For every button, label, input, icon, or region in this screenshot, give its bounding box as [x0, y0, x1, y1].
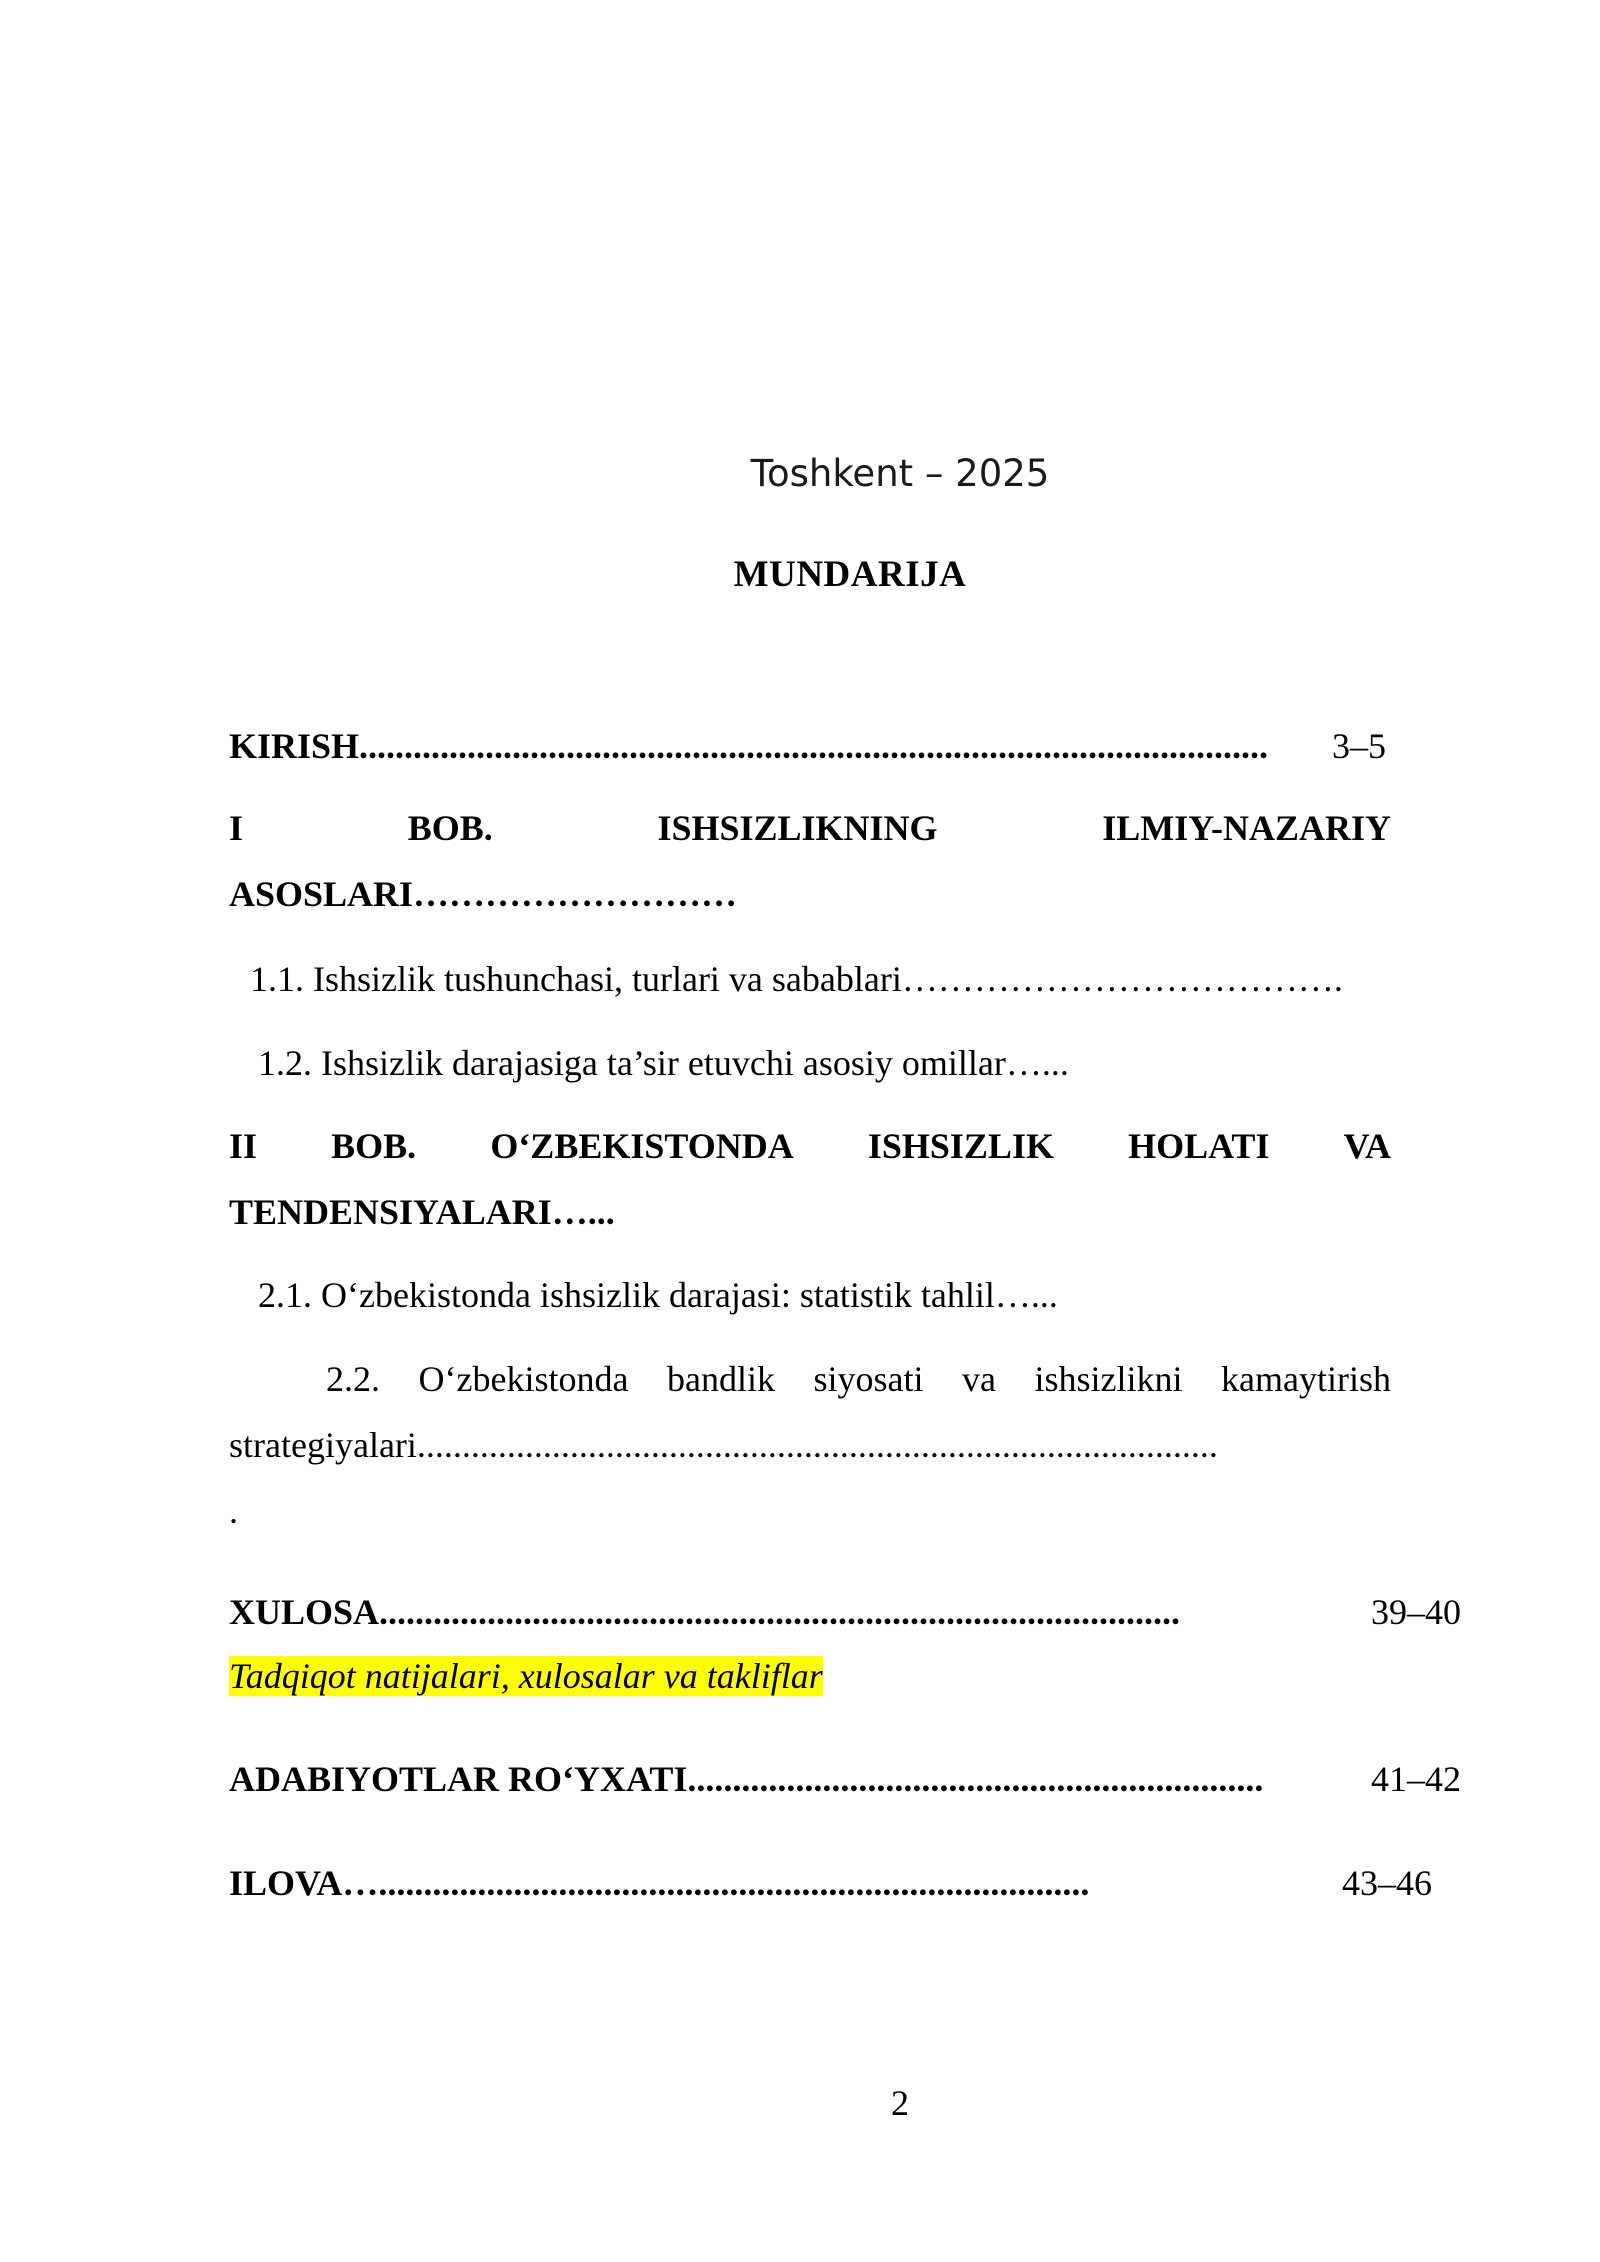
toc-bob2-word: ISHSIZLIK — [867, 1126, 1054, 1166]
page-title: MUNDARIJA — [733, 554, 967, 595]
toc-s22-word: 2.2. — [326, 1359, 380, 1399]
toc-s22-word: O‘zbekistonda — [418, 1359, 629, 1399]
toc-s22-word: va — [962, 1359, 996, 1399]
toc-section-1-1: 1.1. Ishsizlik tushunchasi, turlari va sabablari………………………………. — [250, 959, 1343, 999]
toc-bob1-line2: ASOSLARI……………………… — [229, 874, 738, 914]
toc-s22-word: bandlik — [666, 1359, 775, 1399]
toc-bob1-word: ISHSIZLIKNING — [657, 808, 938, 848]
toc-bob1-word: ILMIY-NAZARIY — [1102, 808, 1391, 848]
toc-s22-word: ishsizlikni — [1034, 1359, 1183, 1399]
toc-s22-word: siyosati — [813, 1359, 924, 1399]
toc-kirish-label: KIRISH..................................................................................................... — [229, 726, 1269, 766]
city-year: Toshkent – 2025 — [750, 452, 1050, 495]
highlighted-subtitle: Tadqiqot natijalari, xulosalar va takliflar — [229, 1656, 823, 1696]
toc-ilova-label: ILOVA…............................................................................... — [229, 1863, 1090, 1903]
toc-ilova-pages: 43–46 — [1342, 1863, 1432, 1903]
toc-bob2-word: O‘ZBEKISTONDA — [490, 1126, 794, 1166]
toc-kirish-leader: ..................................................................................................... — [359, 726, 1269, 766]
toc-s22-word: kamaytirish — [1221, 1359, 1391, 1399]
toc-bob2-word: HOLATI — [1128, 1126, 1270, 1166]
toc-bob1-heading — [229, 807, 1391, 850]
toc-adabiyot-pages: 41–42 — [1371, 1759, 1461, 1799]
toc-section-1-2: 1.2. Ishsizlik darajasiga ta’sir etuvchi asosiy omillar…... — [258, 1043, 1069, 1083]
toc-bob2-line2: TENDENSIYALARI…... — [229, 1192, 615, 1232]
toc-bob2-word: II — [229, 1126, 258, 1166]
toc-adabiyot-label: ADABIYOTLAR RO‘YXATI................................................................ — [229, 1759, 1264, 1799]
toc-xulosa-pages: 39–40 — [1371, 1592, 1461, 1632]
toc-bob2-word: VA — [1343, 1126, 1391, 1166]
toc-section-2-2-line3: . — [229, 1491, 238, 1531]
page-number: 2 — [891, 2083, 909, 2123]
toc-bob1-word: I — [229, 808, 244, 848]
toc-section-2-2-line2: strategiyalari......................................................................................... — [229, 1425, 1218, 1465]
toc-section-2-2 — [326, 1358, 1391, 1401]
toc-bob2-word: BOB. — [331, 1126, 417, 1166]
toc-section-2-1: 2.1. O‘zbekistonda ishsizlik darajasi: statistik tahlil…... — [258, 1275, 1058, 1315]
toc-xulosa-subtitle — [229, 1655, 823, 1698]
toc-bob1-word: BOB. — [407, 808, 493, 848]
toc-xulosa-label: XULOSA......................................................................................... — [229, 1592, 1181, 1632]
toc-kirish-pages: 3–5 — [1332, 726, 1386, 766]
toc-bob2-heading — [229, 1125, 1391, 1168]
